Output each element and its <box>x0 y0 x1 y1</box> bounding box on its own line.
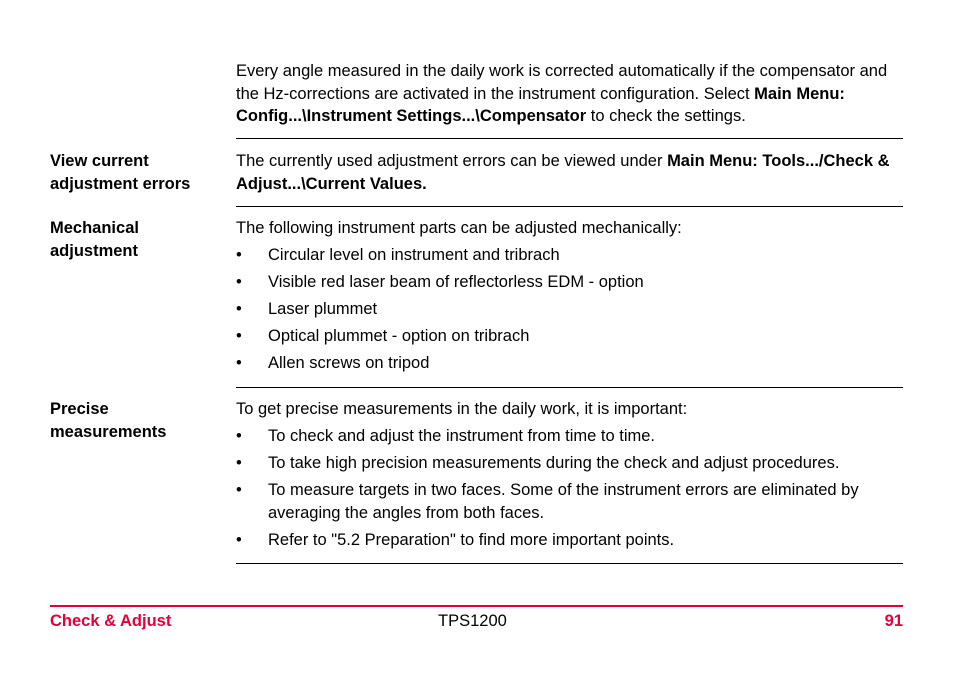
section-label-mechanical: Mechanical adjustment <box>50 219 139 260</box>
bullet-icon: • <box>236 427 242 445</box>
mechanical-lead: The following instrument parts can be adjusted mechanically: <box>236 219 682 237</box>
bullet-icon: • <box>236 246 242 264</box>
list-item: • Laser plummet <box>236 298 904 321</box>
divider <box>236 206 903 207</box>
precise-lead: To get precise measurements in the daily work, it is important: <box>236 400 688 418</box>
view-errors-menu-path: Main Menu: Tools.../Check & Adjust...\Current Values. <box>236 152 890 193</box>
list-item: • Circular level on instrument and tribrach <box>236 244 904 267</box>
list-item: • Refer to "5.2 Preparation" to find more important points. <box>236 529 904 552</box>
footer-chapter-title: Check & Adjust <box>50 612 172 630</box>
footer-divider <box>50 605 903 607</box>
divider <box>236 563 903 564</box>
footer-product-name: TPS1200 <box>438 612 507 630</box>
bullet-icon: • <box>236 481 242 499</box>
list-item: • Allen screws on tripod <box>236 352 904 375</box>
list-item: • To check and adjust the instrument from time to time. <box>236 425 904 448</box>
list-item: • Visible red laser beam of reflectorless EDM - option <box>236 271 904 294</box>
section-label-view-errors: View current adjustment errors <box>50 152 191 193</box>
view-errors-text: The currently used adjustment errors can be viewed under <box>236 152 668 170</box>
bullet-icon: • <box>236 454 242 472</box>
list-item: • To take high precision measurements during the check and adjust procedures. <box>236 452 904 475</box>
section-label-precise: Precise measurements <box>50 400 167 441</box>
bullet-icon: • <box>236 530 242 549</box>
section-precise-content <box>236 398 904 551</box>
section-view-errors-text <box>236 150 904 195</box>
intro-text: Every angle measured in the daily work is corrected automatically if the compensator and the Hz-corrections are activated in the instrument configuration. Select <box>236 62 888 103</box>
bullet-icon: • <box>236 273 242 291</box>
intro-paragraph <box>236 60 904 128</box>
bullet-icon: • <box>236 354 242 372</box>
intro-text-end: to check the settings. <box>586 107 746 125</box>
section-mechanical-content <box>236 217 904 375</box>
mechanical-list <box>236 244 904 375</box>
list-item: • To measure targets in two faces. Some of the instrument errors are eliminated by averaging the angles from both faces. <box>236 481 859 522</box>
precise-list <box>236 425 904 551</box>
page-number: 91 <box>884 612 903 630</box>
intro-menu-path: Main Menu: Config...\Instrument Settings...\Compensator <box>236 84 845 125</box>
list-item: • Optical plummet - option on tribrach <box>236 325 904 348</box>
divider <box>236 387 903 388</box>
bullet-icon: • <box>236 327 242 345</box>
bullet-icon: • <box>236 300 242 318</box>
divider <box>236 138 903 139</box>
